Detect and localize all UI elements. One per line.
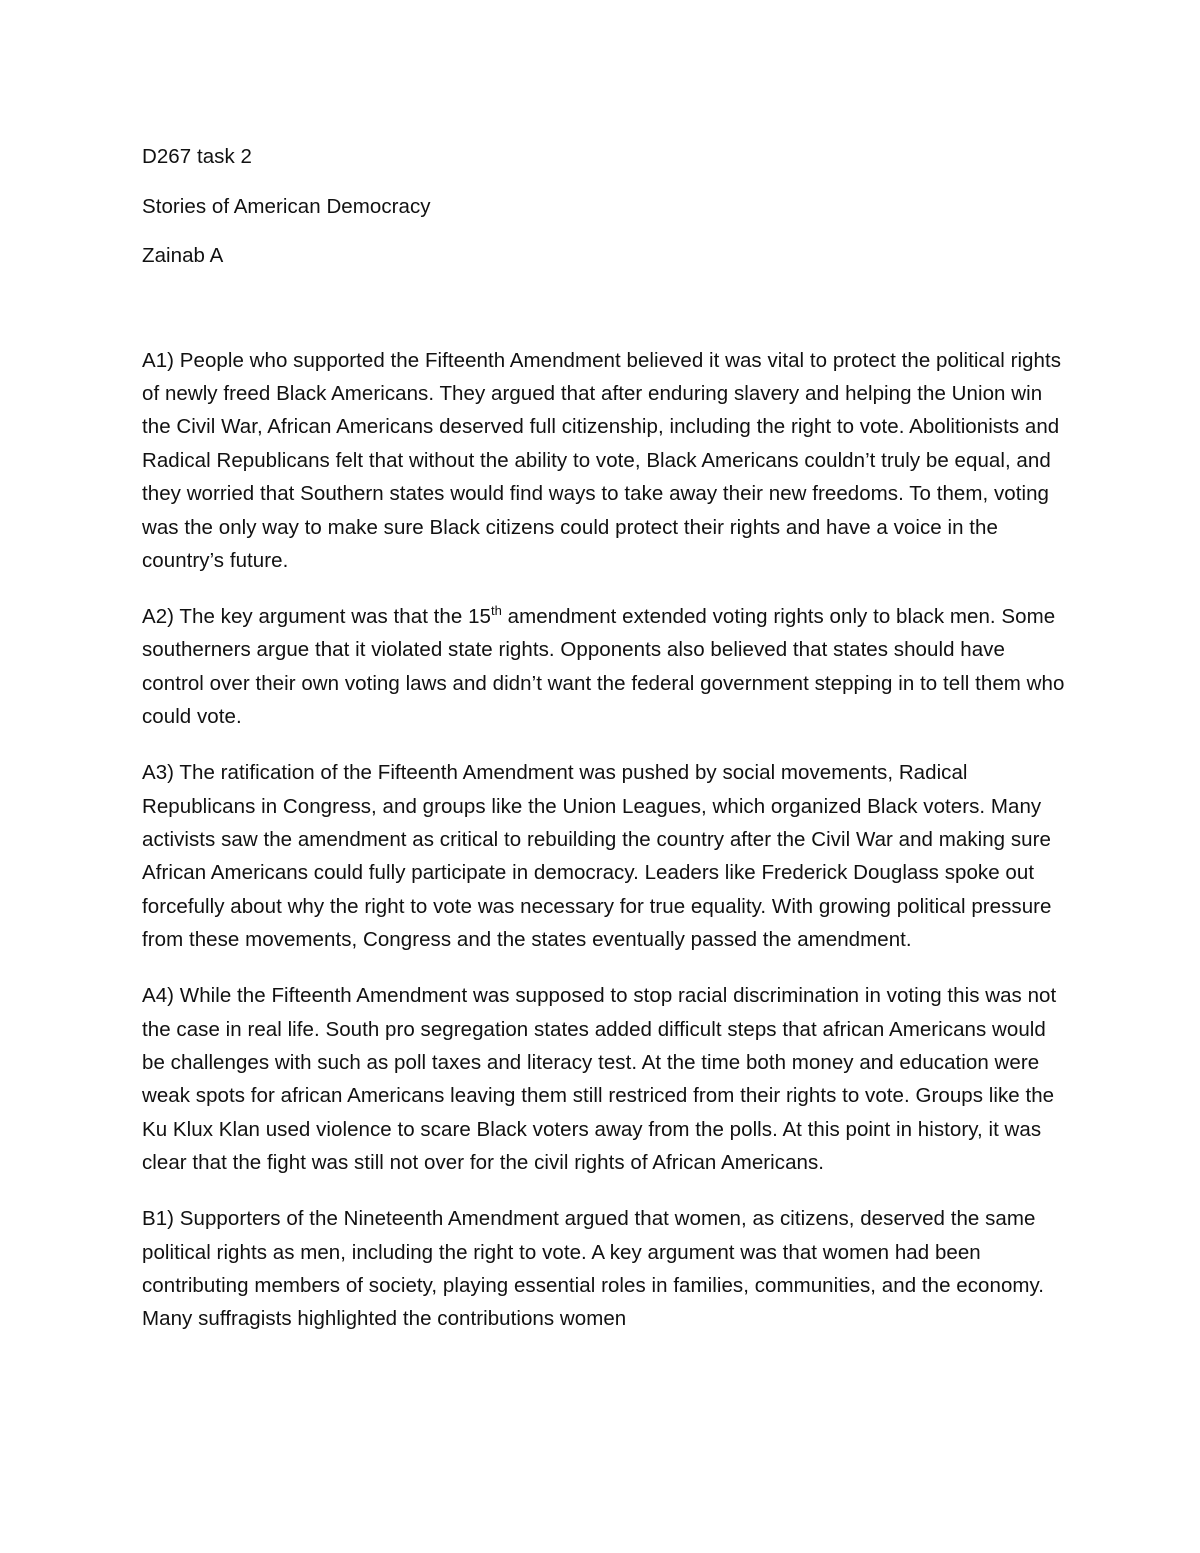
- paragraph-a4: A4) While the Fifteenth Amendment was supposed to stop racial discrimination in voting this was not the case in real life. South pro segregation states added difficult steps that african Americans would be challenges with such as poll taxes and literacy test. At the time both money and education were weak spots for african Americans leaving them still restriced from their rights to vote. Groups like the Ku Klux Klan used violence to scare Black voters away from the polls. At this point in history, it was clear that the fight was still not over for the civil rights of African Americans.: [142, 984, 1057, 1175]
- paragraph-a2: [142, 600, 1067, 734]
- author-name: Zainab A: [142, 244, 224, 267]
- paragraph-a2-text-before: A2) The key argument was that the 15: [142, 604, 491, 628]
- paragraph-a2-superscript: th: [490, 603, 502, 619]
- paragraph-b1: B1) Supporters of the Nineteenth Amendment argued that women, as citizens, deserved the same political rights as men, including the right to vote. A key argument was that women had been contributing members of society, playing essential roles in families, communities, and the economy. Many suffragists highlighted the contributions women: [142, 1207, 1045, 1331]
- paragraph-a2-text-after: amendment extended voting rights only to black men. Some southerners argue that it violated state rights. Opponents also believed that states should have control over their own voting laws and didn’t want the federal government stepping in to tell them who could vote.: [142, 604, 1065, 729]
- paragraph-a1: A1) People who supported the Fifteenth Amendment believed it was vital to protect the political rights of newly freed Black Americans. They argued that after enduring slavery and helping the Union win the Civil War, African Americans deserved full citizenship, including the right to vote. Abolitionists and Radical Republicans felt that without the ability to vote, Black Americans couldn’t truly be equal, and they worried that Southern states would find ways to take away their new freedoms. To them, voting was the only way to make sure Black citizens could protect their rights and have a voice in the country’s future.: [142, 348, 1062, 572]
- header-spacer: [142, 289, 1067, 344]
- paragraph-a3: A3) The ratification of the Fifteenth Amendment was pushed by social movements, Radical Republicans in Congress, and groups like the Union Leagues, which organized Black voters. Many activists saw the amendment as critical to rebuilding the country after the Civil War and making sure African Americans could fully participate in democracy. Leaders like Frederick Douglass spoke out forcefully about why the right to vote was necessary for true equality. With growing political pressure from these movements, Congress and the states eventually passed the amendment.: [142, 761, 1052, 952]
- document-body: [142, 140, 1067, 1358]
- course-code: D267 task 2: [142, 145, 252, 168]
- document-title: Stories of American Democracy: [142, 194, 431, 218]
